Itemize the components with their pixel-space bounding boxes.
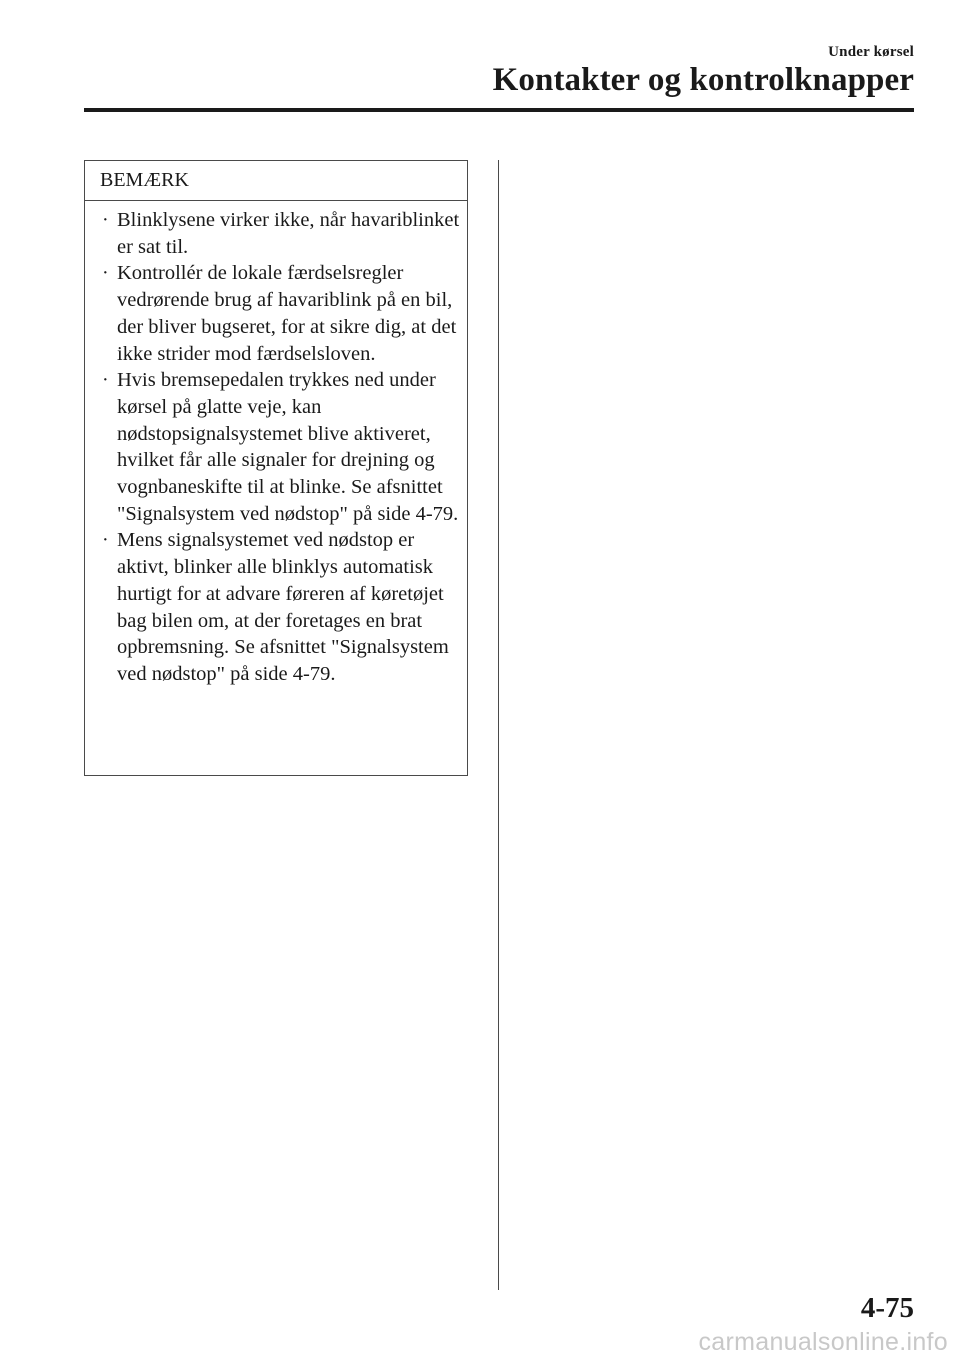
- page-title: Kontakter og kontrolknapper: [492, 62, 914, 98]
- note-item-text: Blinklysene virker ikke, når havariblinket er sat til.: [117, 209, 460, 258]
- note-heading: BEMÆRK: [85, 161, 467, 201]
- watermark: carmanualsonline.info: [698, 1328, 948, 1356]
- note-item: [85, 367, 461, 527]
- bullet-dot: ·: [102, 529, 109, 552]
- bullet-dot: ·: [102, 209, 109, 231]
- page-number: 4-75: [860, 1292, 914, 1324]
- note-box: [84, 160, 468, 776]
- note-list: [85, 201, 467, 688]
- bullet-dot: ·: [102, 369, 109, 392]
- note-item-text: Hvis bremsepedalen trykkes ned under kørsel på glatte veje, kan nødstopsignalsystemet blive aktiveret, hvilket får alle signaler for drejning og vognbaneskifte til at blinke. Se afsnittet "Signalsystem ved nødstop" på side 4-79.: [117, 369, 459, 525]
- note-item: [85, 527, 461, 687]
- title-rule: [84, 108, 914, 112]
- note-item-text: Kontrollér de lokale færdselsregler vedrørende brug af havariblink på en bil, der bliver bugseret, for at sikre dig, at det ikke strider mod færdselsloven.: [117, 262, 457, 365]
- section-label: Under kørsel: [828, 44, 914, 60]
- bullet-dot: ·: [102, 262, 109, 285]
- note-item: [85, 260, 461, 367]
- column-divider: [498, 160, 499, 1290]
- note-item: [85, 207, 461, 260]
- note-item-text: Mens signalsystemet ved nødstop er aktivt, blinker alle blinklys automatisk hurtigt for at advare føreren af køretøjet bag bilen om, at der foretages en brat opbremsning. Se afsnittet "Signalsystem ved nødstop" på side 4-79.: [117, 529, 449, 685]
